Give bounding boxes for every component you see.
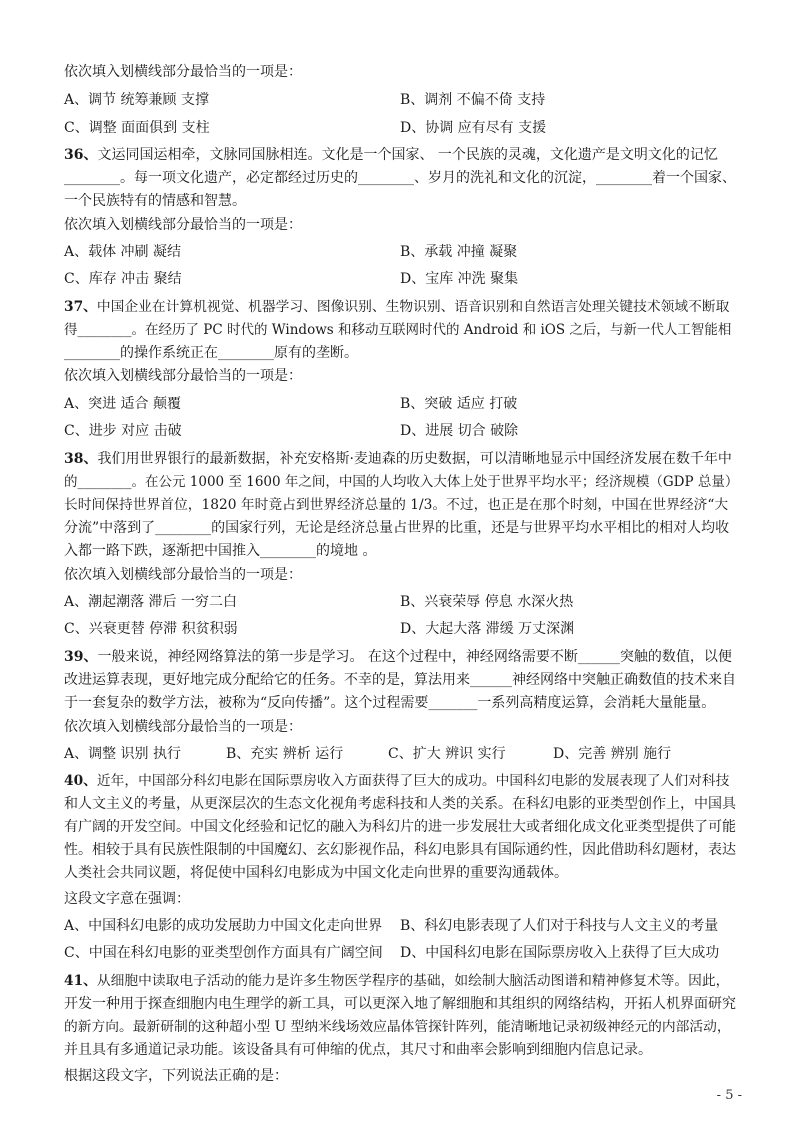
question-39-line-2: 改进运算表现，更好地完成分配给它的任务。不幸的是，算法用来______神经网络中突触正确数值的技术来自	[64, 672, 736, 688]
question-41-line-4: 并且具有多通道记录功能。该设备具有可伸缩的优点，其尺寸和曲率会影响到细胞内信息记录。	[64, 1042, 652, 1058]
question-40-line-5: 人类社会共同议题，将促使中国科幻电影成为中国文化走向世界的重要沟通载体。	[64, 865, 568, 881]
question-40-line-3: 有广阔的开发空间。中国文化经验和记忆的融入为科幻片的进一步发展壮大或者细化成文化亚类型提供了可能	[64, 819, 736, 835]
question-36-line-2: ________。每一项文化遗产，必定都经过历史的________、岁月的洗礼和文化的沉淀，________着一个国家、	[64, 170, 736, 186]
question-text: 我们用世界银行的最新数据，补充安格斯·麦迪森的历史数据，可以清晰地显示中国经济发展在数千年中	[97, 451, 732, 467]
question-41-line-3: 的新方向。最新研制的这种超小型 U 型纳米线场效应晶体管探针阵列，能清晰地记录初级神经元的内部活动，	[64, 1019, 731, 1035]
option-b: B、调剂 不偏不倚 支持	[400, 92, 546, 108]
question-text: 中国企业在计算机视觉、机器学习、图像识别、生物识别、语音识别和自然语言处理关键技术领域不断取	[96, 299, 730, 315]
question-41-line-2: 开发一种用于探查细胞内电生理学的新工具，可以更深入地了解细胞和其组织的网络结构，开拓人机界面研究	[64, 996, 736, 1012]
option-c: C、中国在科幻电影的亚类型创作方面具有广阔空间	[64, 945, 383, 961]
option-a: A、调整 识别 执行	[64, 746, 182, 762]
question-prompt: 依次填入划横线部分最恰当的一项是：	[64, 217, 302, 233]
question-38-line-5: 入都一路下跌，逐渐把中国推入________的境地 。	[64, 543, 377, 559]
option-d: D、协调 应有尽有 支援	[400, 120, 547, 136]
question-number: 37、	[64, 299, 97, 315]
option-a: A、中国科幻电影的成功发展助力中国文化走向世界	[64, 918, 383, 934]
question-40-line-4: 性。相较于具有民族性限制的中国魔幻、玄幻影视作品，科幻电影具有国际通约性，因此借助科幻题材，表达	[64, 842, 736, 858]
page-number: - 5 -	[716, 1088, 742, 1103]
option-a: A、调节 统筹兼顾 支撑	[64, 92, 210, 108]
option-c: C、兴衰更替 停滞 积贫积弱	[64, 621, 238, 637]
question-37-line-2: 得________。在经历了 PC 时代的 Windows 和移动互联网时代的 Android 和 iOS 之后，与新一代人工智能相	[64, 322, 732, 338]
question-37-line-1	[64, 298, 738, 316]
option-d: D、中国科幻电影在国际票房收入上获得了巨大成功	[400, 945, 720, 961]
question-39-line-3: 于一套复杂的数学方法，被称为“反向传播”。这个过程需要_______一系列高精度运算，会消耗大量能量。	[64, 695, 716, 711]
option-c: C、调整 面面俱到 支柱	[64, 120, 210, 136]
question-41-line-1	[64, 972, 738, 990]
option-c: C、库存 冲击 聚结	[64, 271, 182, 287]
question-40-line-2: 和人文主义的考量，从更深层次的生态文化视角考虑科技和人类的关系。在科幻电影的亚类型创作上，中国具	[64, 796, 736, 812]
option-c: C、扩大 辨识 实行	[388, 746, 506, 762]
question-prompt: 根据这段文字，下列说法正确的是：	[64, 1068, 288, 1084]
question-36-line-1	[64, 146, 738, 164]
question-38-line-1	[64, 450, 738, 468]
question-prompt: 依次填入划横线部分最恰当的一项是：	[64, 368, 302, 384]
option-b: B、兴衰荣辱 停息 水深火热	[400, 594, 574, 610]
option-b: B、承载 冲撞 凝聚	[400, 244, 518, 260]
option-c: C、进步 对应 击破	[64, 423, 182, 439]
question-39-line-1	[64, 648, 738, 666]
question-prompt: 依次填入划横线部分最恰当的一项是：	[64, 567, 302, 583]
question-number: 39、	[64, 649, 98, 665]
option-d: D、宝库 冲洗 聚集	[400, 271, 519, 287]
option-d: D、大起大落 滞缓 万丈深渊	[400, 621, 575, 637]
option-d: D、进展 切合 破除	[400, 423, 519, 439]
question-number: 41、	[64, 973, 97, 989]
question-36-line-3: 一个民族特有的情感和智慧。	[64, 193, 246, 209]
question-number: 40、	[64, 773, 97, 789]
question-38-line-4: 分流”中落到了________的国家行列，无论是经济总量占世界的比重，还是与世界平均水平相比的相对人均收	[64, 520, 730, 536]
option-a: A、载体 冲刷 凝结	[64, 244, 182, 260]
question-prompt: 依次填入划横线部分最恰当的一项是：	[64, 719, 302, 735]
option-b: B、充实 辨析 运行	[226, 746, 344, 762]
option-a: A、潮起潮落 滞后 一穷二白	[64, 594, 238, 610]
option-a: A、突进 适合 颠覆	[64, 396, 182, 412]
question-38-line-3: 长时间保持世界首位，1820 年时竟占到世界经济总量的 1/3。不过，也正是在那个时刻，中国在世界经济“大	[64, 497, 729, 513]
question-prompt: 依次填入划横线部分最恰当的一项是：	[64, 64, 302, 80]
question-text: 文运同国运相牵，文脉同国脉相连。文化是一个国家、 一个民族的灵魂，文化遗产是文明文化的记忆	[97, 147, 718, 163]
question-text: 近年，中国部分科幻电影在国际票房收入方面获得了巨大的成功。中国科幻电影的发展表现了人们对科技	[96, 773, 730, 789]
question-number: 38、	[64, 451, 98, 467]
question-text: 从细胞中读取电子活动的能力是许多生物医学程序的基础，如绘制大脑活动图谱和精神修复术等。因此，	[96, 973, 730, 989]
question-37-line-3: ________的操作系统正在________原有的垄断。	[64, 345, 358, 361]
question-number: 36、	[64, 147, 98, 163]
question-38-line-2: 的________。在公元 1000 至 1600 年之间，中国的人均收入大体上处于世界平均水平；经济规模（GDP 总量）	[64, 474, 739, 490]
question-text: 一般来说，神经网络算法的第一步是学习。 在这个过程中，神经网络需要不断______突触的数值，以便	[97, 649, 732, 665]
question-40-line-1	[64, 772, 738, 790]
option-b: B、科幻电影表现了人们对于科技与人文主义的考量	[400, 918, 719, 934]
option-d: D、完善 辨别 施行	[553, 746, 672, 762]
question-prompt: 这段文字意在强调：	[64, 891, 190, 907]
option-b: B、突破 适应 打破	[400, 396, 518, 412]
